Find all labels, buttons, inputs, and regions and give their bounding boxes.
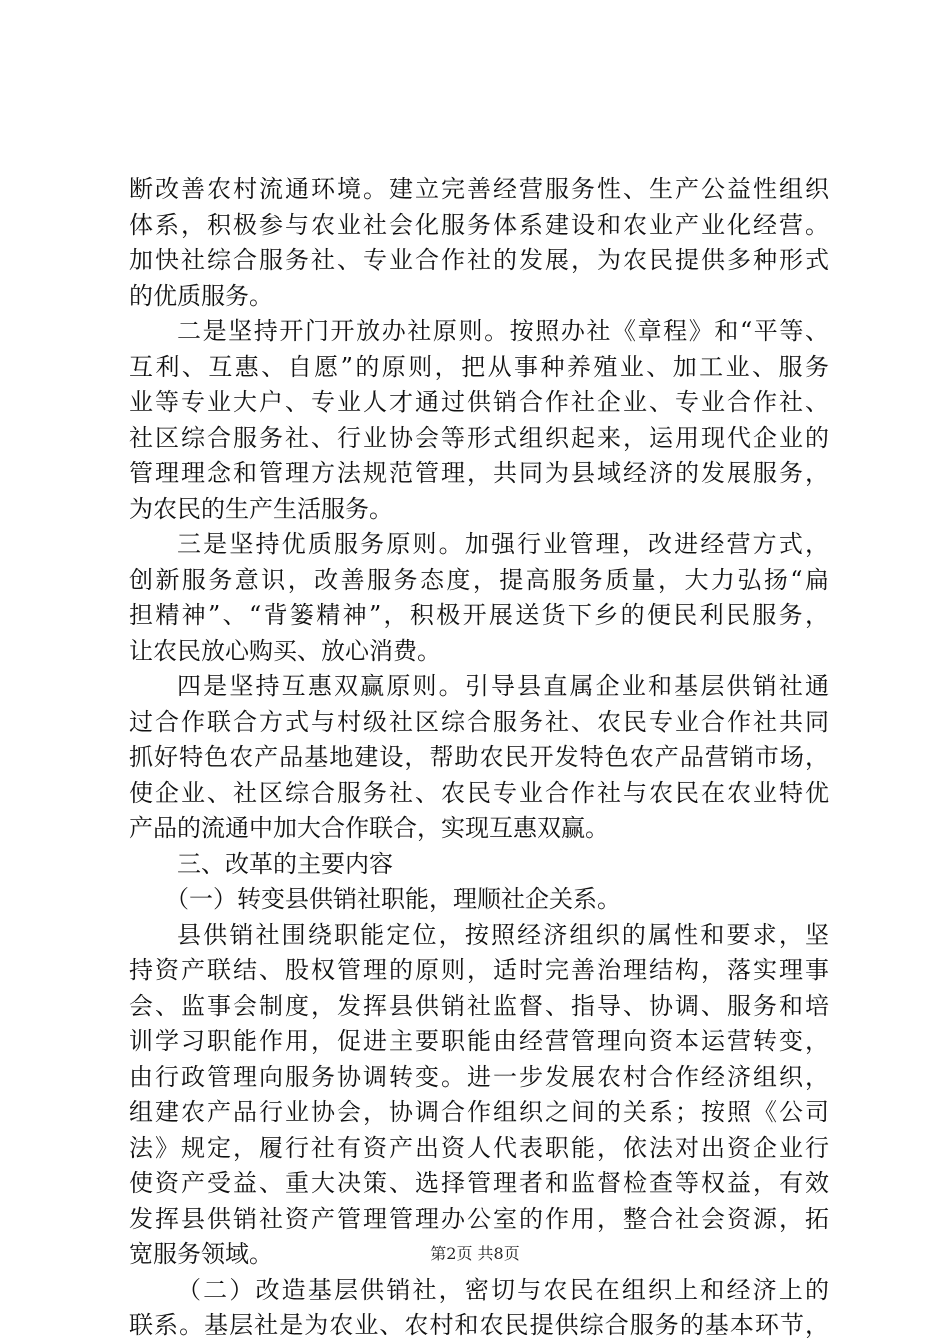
page-number-footer: 第2页 共8页 [430,1244,520,1263]
text-line: 抓好特色农产品基地建设，帮助农民开发特色农产品营销市场， [129,743,829,771]
text-line: 担精神”、“背篓精神”，积极开展送货下乡的便民利民服务， [129,601,829,629]
subsection-heading: （一）转变县供销社职能，理顺社企关系。 [165,885,621,913]
text-line: 管理理念和管理方法规范管理，共同为县域经济的发展服务， [129,459,829,487]
text-line: 为农民的生产生活服务。 [129,494,393,523]
text-line: 训学习职能作用，促进主要职能由经营管理向资本运营转变， [129,1027,829,1055]
text-line: 会、监事会制度，发挥县供销社监督、指导、协调、服务和培 [129,991,829,1020]
text-line: 的优质服务。 [129,281,273,310]
text-line: 业等专业大户、专业人才通过供销合作社企业、专业合作社、 [129,388,829,416]
text-line: 加快社综合服务社、专业合作社的发展，为农民提供多种形式 [129,246,829,274]
text-line: 使资产受益、重大决策、选择管理者和监督检查等权益，有效 [129,1169,829,1197]
text-line: 三是坚持优质服务原则。加强行业管理，改进经营方式， [177,530,829,558]
text-line: 联系。基层社是为农业、农村和农民提供综合服务的基本环节， [129,1311,829,1339]
section-heading: 三、改革的主要内容 [177,849,393,878]
text-line: 发挥县供销社资产管理管理办公室的作用，整合社会资源，拓 [129,1204,829,1233]
text-line: （二）改造基层供销社，密切与农民在组织上和经济上的 [177,1275,829,1304]
text-line: 让农民放心购买、放心消费。 [129,636,441,665]
text-line: 创新服务意识，改善服务态度，提高服务质量，大力弘扬“扁 [129,565,829,594]
text-line: 由行政管理向服务协调转变。进一步发展农村合作经济组织， [129,1062,829,1091]
text-line: 四是坚持互惠双赢原则。引导县直属企业和基层供销社通 [177,672,829,700]
text-line: 互利、互惠、自愿”的原则，把从事种养殖业、加工业、服务 [129,352,829,381]
text-line: 二是坚持开门开放办社原则。按照办社《章程》和“平等、 [177,317,829,345]
text-line: 组建农产品行业协会，协调合作组织之间的关系；按照《公司 [129,1098,829,1126]
text-line: 产品的流通中加大合作联合，实现互惠双赢。 [129,814,609,842]
text-line: 使企业、社区综合服务社、农民专业合作社与农民在农业特优 [129,778,829,807]
text-line: 法》规定，履行社有资产出资人代表职能，依法对出资企业行 [129,1133,829,1162]
text-line: 宽服务领域。 [129,1240,273,1268]
text-line: 体系，积极参与农业社会化服务体系建设和农业产业化经营。 [129,210,829,239]
text-line: 断改善农村流通环境。建立完善经营服务性、生产公益性组织 [129,175,829,203]
text-line: 社区综合服务社、行业协会等形式组织起来，运用现代企业的 [129,423,829,452]
text-line: 持资产联结、股权管理的原则，适时完善治理结构，落实理事 [129,956,829,984]
body-text [129,172,829,1344]
text-line: 县供销社围绕职能定位，按照经济组织的属性和要求，坚 [177,920,829,949]
text-line: 过合作联合方式与村级社区综合服务社、农民专业合作社共同 [129,707,829,736]
